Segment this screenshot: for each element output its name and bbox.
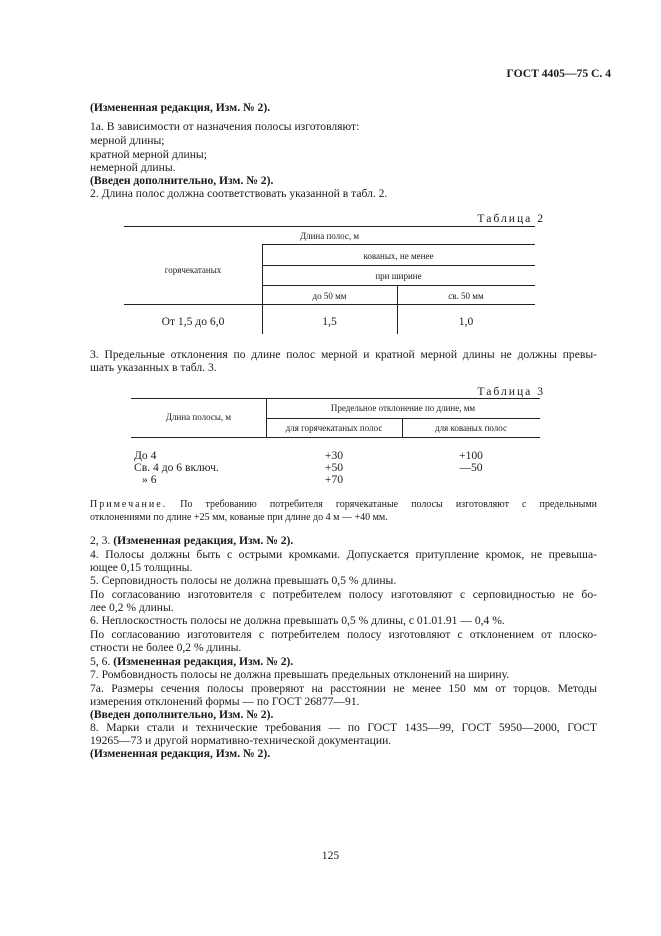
- paragraph-6a-line-1: По согласованию изготовителя с потребителем полосу изготовляют с отклонением от плоско-: [90, 628, 597, 641]
- table-2-header-forged: кованых, не менее: [363, 251, 434, 261]
- amendment-note: (Введен дополнительно, Изм. № 2).: [90, 174, 274, 187]
- table-2-caption: Таблица 2: [477, 212, 545, 225]
- paragraph-5: 5. Серповидность полосы не должна превышать 0,5 % длины.: [90, 574, 397, 587]
- table-row-hot: +30: [324, 449, 344, 462]
- table-2-header-length: Длина полос, м: [299, 231, 360, 241]
- page-number: 125: [321, 849, 340, 862]
- page-header: ГОСТ 4405—75 С. 4: [506, 67, 611, 80]
- table-2-header-width-2: св. 50 мм: [448, 291, 484, 301]
- table-3-header-forged: для кованых полос: [434, 423, 508, 433]
- list-item: кратной мерной длины;: [90, 148, 207, 161]
- paragraph-4-line-1: 4. Полосы должны быть с острыми кромками. Допускается притупление кромок, не превыша-: [90, 548, 597, 561]
- table-row-hot: +50: [324, 461, 344, 474]
- table-row-length: До 4: [134, 449, 157, 462]
- paragraph-8-line-2: 19265—73 и другой нормативно-технической документации.: [90, 734, 392, 747]
- paragraph-6: 6. Неплоскостность полосы не должна превышать 0,5 % длины, с 01.01.91 — 0,4 %.: [90, 614, 505, 627]
- table-row-forged: +100: [459, 449, 483, 462]
- paragraph-1a: 1а. В зависимости от назначения полосы изготовляют:: [90, 120, 360, 133]
- table-row-hot: +70: [324, 473, 344, 486]
- table-3-caption: Таблица 3: [477, 385, 545, 398]
- amendment-items: 5, 6.: [90, 655, 111, 668]
- list-item: мерной длины;: [90, 134, 165, 147]
- paragraph-4-line-2: ющее 0,15 толщины.: [90, 561, 193, 574]
- amendment-note: (Введен дополнительно, Изм. № 2).: [90, 708, 274, 721]
- paragraph-3-line-1: 3. Предельные отклонения по длине полос мерной и кратной мерной длины не должны превы-: [90, 348, 597, 361]
- table-3-note-line-2: отклонениями по длине +25 мм, кованые при длине до 4 м — +40 мм.: [90, 512, 388, 523]
- amendment-note: (Измененная редакция, Изм. № 2).: [90, 747, 271, 760]
- table-2-cell-w2: 1,0: [458, 315, 474, 328]
- paragraph-7: 7. Ромбовидность полосы не должна превышать предельных отклонений на ширину.: [90, 668, 510, 681]
- paragraph-6a-line-2: стности не более 0,2 % длины.: [90, 641, 242, 654]
- table-3-header-hot-rolled: для горячекатаных полос: [285, 423, 383, 433]
- paragraph-8-line-1: 8. Марки стали и технические требования — по ГОСТ 1435—99, ГОСТ 5950—2000, ГОСТ: [90, 721, 597, 734]
- table-3-header-deviation: Предельное отклонение по длине, мм: [330, 403, 476, 413]
- table-2-header-width: при ширине: [375, 271, 422, 281]
- amendment-items: 2, 3.: [90, 534, 111, 547]
- paragraph-2: 2. Длина полос должна соответствовать указанной в табл. 2.: [90, 187, 388, 200]
- amendment-note: (Измененная редакция, Изм. № 2).: [90, 101, 271, 114]
- table-2-header-hot-rolled: горячекатаных: [164, 265, 222, 275]
- table-row-forged: —50: [459, 461, 483, 474]
- table-2-cell-w1: 1,5: [322, 315, 337, 328]
- table-2-cell-hot: От 1,5 до 6,0: [161, 315, 225, 328]
- paragraph-5a-line-2: лее 0,2 % длины.: [90, 601, 174, 614]
- list-item: немерной длины.: [90, 161, 176, 174]
- table-row-length: Св. 4 до 6 включ.: [134, 461, 219, 474]
- paragraph-3-line-2: шать указанных в табл. 3.: [90, 361, 217, 374]
- paragraph-7a-line-2: измерения отклонений формы — по ГОСТ 26877—91.: [90, 695, 360, 708]
- note-text: По требованию потребителя горячекатаные полосы изготовляют с предельными: [180, 499, 598, 510]
- paragraph-7a-line-1: 7а. Размеры сечения полосы проверяют на расстоянии не менее 150 мм от торцов. Методы: [90, 682, 597, 695]
- amendment-note: (Измененная редакция, Изм. № 2).: [113, 534, 294, 547]
- table-3-note-line-1: [90, 499, 597, 511]
- table-3-header-length: Длина полосы, м: [165, 412, 232, 422]
- amendment-note: (Измененная редакция, Изм. № 2).: [113, 655, 294, 668]
- paragraph-5a-line-1: По согласованию изготовителя с потребителем полосу изготовляют с серповидностью не бо-: [90, 588, 597, 601]
- table-2-header-width-1: до 50 мм: [312, 291, 347, 301]
- note-label: Примечание.: [90, 499, 168, 510]
- amendment-line: [90, 533, 293, 548]
- table-row-length: » 6: [142, 473, 157, 486]
